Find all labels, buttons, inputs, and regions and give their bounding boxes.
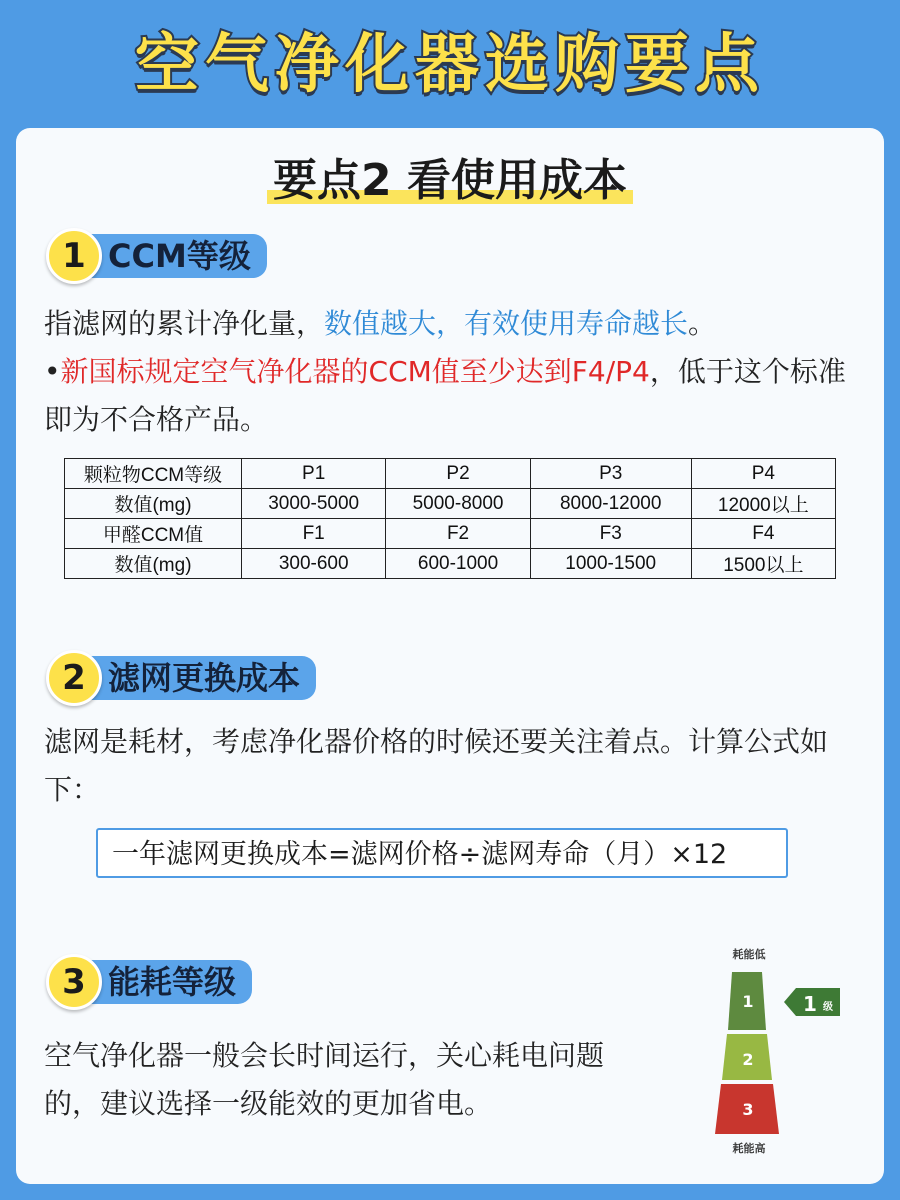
point-2-number-badge: 2: [46, 650, 102, 706]
energy-high-label: 耗能高: [732, 1142, 766, 1155]
table-row: [65, 549, 836, 579]
table-row: [65, 489, 836, 519]
table-cell: 1000-1500: [530, 549, 691, 579]
energy-level-1-text: 1: [742, 992, 754, 1011]
filter-description: 滤网是耗材，考虑净化器价格的时候还要关注着点。计算公式如下：: [44, 725, 829, 806]
table-row: [65, 519, 836, 549]
table-cell: 600-1000: [386, 549, 530, 579]
point-3-number-badge: 3: [46, 954, 102, 1010]
table-cell: P1: [242, 459, 386, 489]
table-cell: P2: [386, 459, 530, 489]
content-card: [16, 128, 884, 1184]
table-cell: 300-600: [242, 549, 386, 579]
table-cell: 1500以上: [691, 549, 835, 579]
ccm-standard-rest: ，低于这个标准即为不合格产品。: [44, 355, 846, 436]
table-cell: F4: [691, 519, 835, 549]
ccm-standard-note: [44, 348, 864, 444]
point-1-number-badge: 1: [46, 228, 102, 284]
section-title: [16, 144, 884, 208]
energy-indicator-unit: 级: [823, 1002, 833, 1013]
energy-description: 空气净化器一般会长时间运行，关心耗电问题的，建议选择一级能效的更加省电。: [44, 1039, 605, 1120]
table-cell: F1: [242, 519, 386, 549]
table-cell: 5000-8000: [386, 489, 530, 519]
table-cell: 12000以上: [691, 489, 835, 519]
ccm-standard-red: 新国标规定空气净化器的CCM值至少达到F4/P4: [60, 355, 650, 388]
energy-level-2-text: 2: [742, 1050, 754, 1069]
page-title: 空气净化器选购要点: [135, 28, 765, 102]
ccm-description: [44, 300, 864, 348]
table-cell: 数值(mg): [65, 549, 242, 579]
table-cell: 数值(mg): [65, 489, 242, 519]
ccm-desc-end: 。: [688, 307, 717, 340]
table-cell: P3: [530, 459, 691, 489]
table-row: [65, 459, 836, 489]
table-cell: 甲醛CCM值: [65, 519, 242, 549]
energy-label-graphic: [692, 942, 862, 1162]
table-cell: P4: [691, 459, 835, 489]
energy-pyramid-icon: [692, 966, 862, 1156]
filter-cost-formula: 一年滤网更换成本=滤网价格÷滤网寿命（月）×12: [96, 828, 788, 878]
ccm-desc-plain: 指滤网的累计净化量，: [44, 307, 325, 340]
table-cell: F2: [386, 519, 530, 549]
ccm-table: [64, 458, 836, 579]
energy-low-label: 耗能低: [732, 948, 766, 961]
ccm-desc-highlight: 数值越大，有效使用寿命越长: [324, 307, 689, 340]
bullet: •: [44, 355, 61, 388]
point-2-title: 滤网更换成本: [76, 656, 316, 700]
table-cell: 3000-5000: [242, 489, 386, 519]
table-cell: 8000-12000: [530, 489, 691, 519]
energy-level-3-text: 3: [742, 1100, 754, 1119]
point-3-title: 能耗等级: [76, 960, 252, 1004]
energy-indicator-number: 1: [803, 992, 817, 1016]
section-title-text: 要点2 看使用成本: [267, 144, 633, 208]
table-cell: F3: [530, 519, 691, 549]
table-cell: 颗粒物CCM等级: [65, 459, 242, 489]
point-1-title: CCM等级: [76, 234, 267, 278]
